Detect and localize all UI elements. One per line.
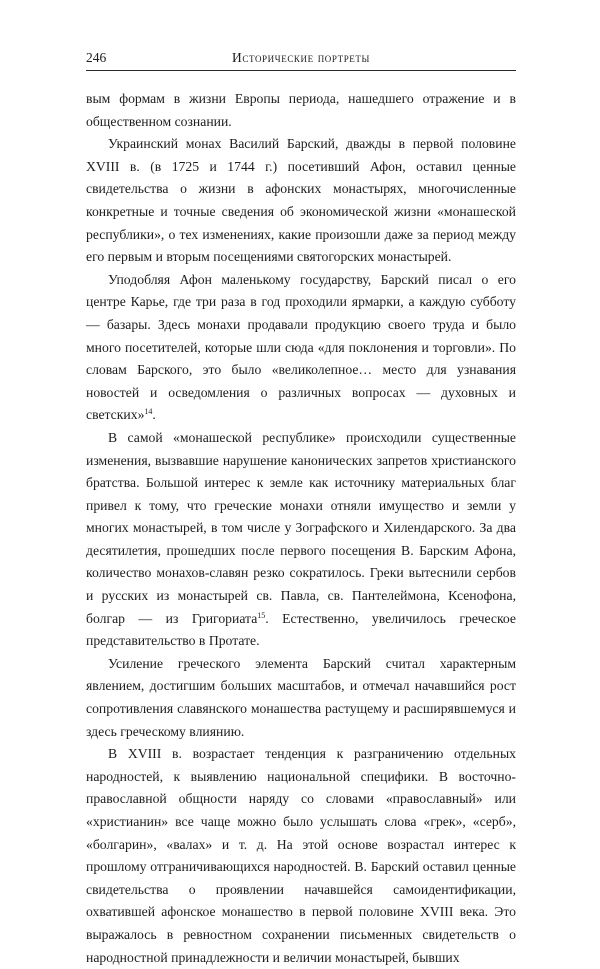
footnote-ref[interactable]: 15: [257, 610, 266, 620]
paragraph-text: Уподобляя Афон маленькому государству, Барский писал о его центре Карье, где три раза в год проходили ярмарки, а каждую субботу — базары. Здесь монахи продавали продукцию своего труда и было много посетителей, которые шли сюда «для поклонения и торговли». По словам Барского, это было «великолепное… место для узнавания новостей и осведомления о различных вопросах — духовных и светских»: [86, 271, 516, 423]
paragraph: [86, 743, 516, 969]
paragraph: [86, 269, 516, 427]
paragraph-text: В XVIII в. возрастает тенденция к разграничению отдельных народностей, к выявлению национальной специфики. В восточно-православной общности наряду со словами «православный» или «христианин» все чаще можно было услышать слова «грек», «серб», «болгарин», «валах» и т. д. На этой основе возрастал интерес к прошлому отграничивающихся народностей. В. Барский оставил ценные свидетельства о проявлении начавшейся самоидентификации, охватившей афонское монашество в первой половине XVIII века. Это выражалось в ревностном сохранении письменных свидетельств о народностной принадлежности и величии монастырей, бывших: [86, 746, 516, 965]
footnote-ref[interactable]: 14: [144, 407, 153, 417]
paragraph-text: вым формам в жизни Европы периода, нашедшего отражение и в общественном сознании.: [86, 91, 516, 129]
paragraph-tail: . Естественно, увеличилось греческое представительство в Протате.: [86, 610, 516, 649]
body-text: [86, 88, 516, 969]
paragraph: [86, 427, 516, 653]
paragraph: [86, 133, 516, 269]
paragraph: [86, 653, 516, 743]
running-title: Исторические портреты: [232, 50, 370, 65]
paragraph-text: Украинский монах Василий Барский, дважды в первой половине XVIII в. (в 1725 и 1744 г.) посетивший Афон, оставил ценные свидетельства о жизни в афонских монастырях, многочисленные конкретные и точные сведения об экономической жизни «монашеской республики», о тех изменениях, какие произошли даже за период между его первым и вторым посещениями святогорских монастырей.: [86, 136, 516, 265]
paragraph-text: В самой «монашеской республике» происходили существенные изменения, вызвавшие нарушение канонических запретов христианского братства. Большой интерес к земле как источнику материальных благ привел к тому, что греческие монахи отняли имущество и земли у многих монастырей, в том числе у Зографского и Хилендарского. За два десятилетия, прошедших после первого посещения В. Барским Афона, количество монахов-славян резко сократилось. Греки вытеснили сербов и русских из монастырей св. Павла, св. Пантелеймона, Ксенофона, болгар — из Григориата: [86, 429, 516, 626]
paragraph-continuation: [86, 88, 516, 133]
paragraph-text: Усиление греческого элемента Барский считал характерным явлением, достигшим больших масштабов, и отмечал начавшийся рост сопротивления славянского монашества растущему и расширявшемуся и здесь греческому влиянию.: [86, 655, 516, 739]
running-header: [86, 49, 516, 69]
paragraph-tail: .: [152, 407, 156, 423]
page-number: 246: [86, 50, 107, 65]
header-rule: [86, 70, 516, 71]
